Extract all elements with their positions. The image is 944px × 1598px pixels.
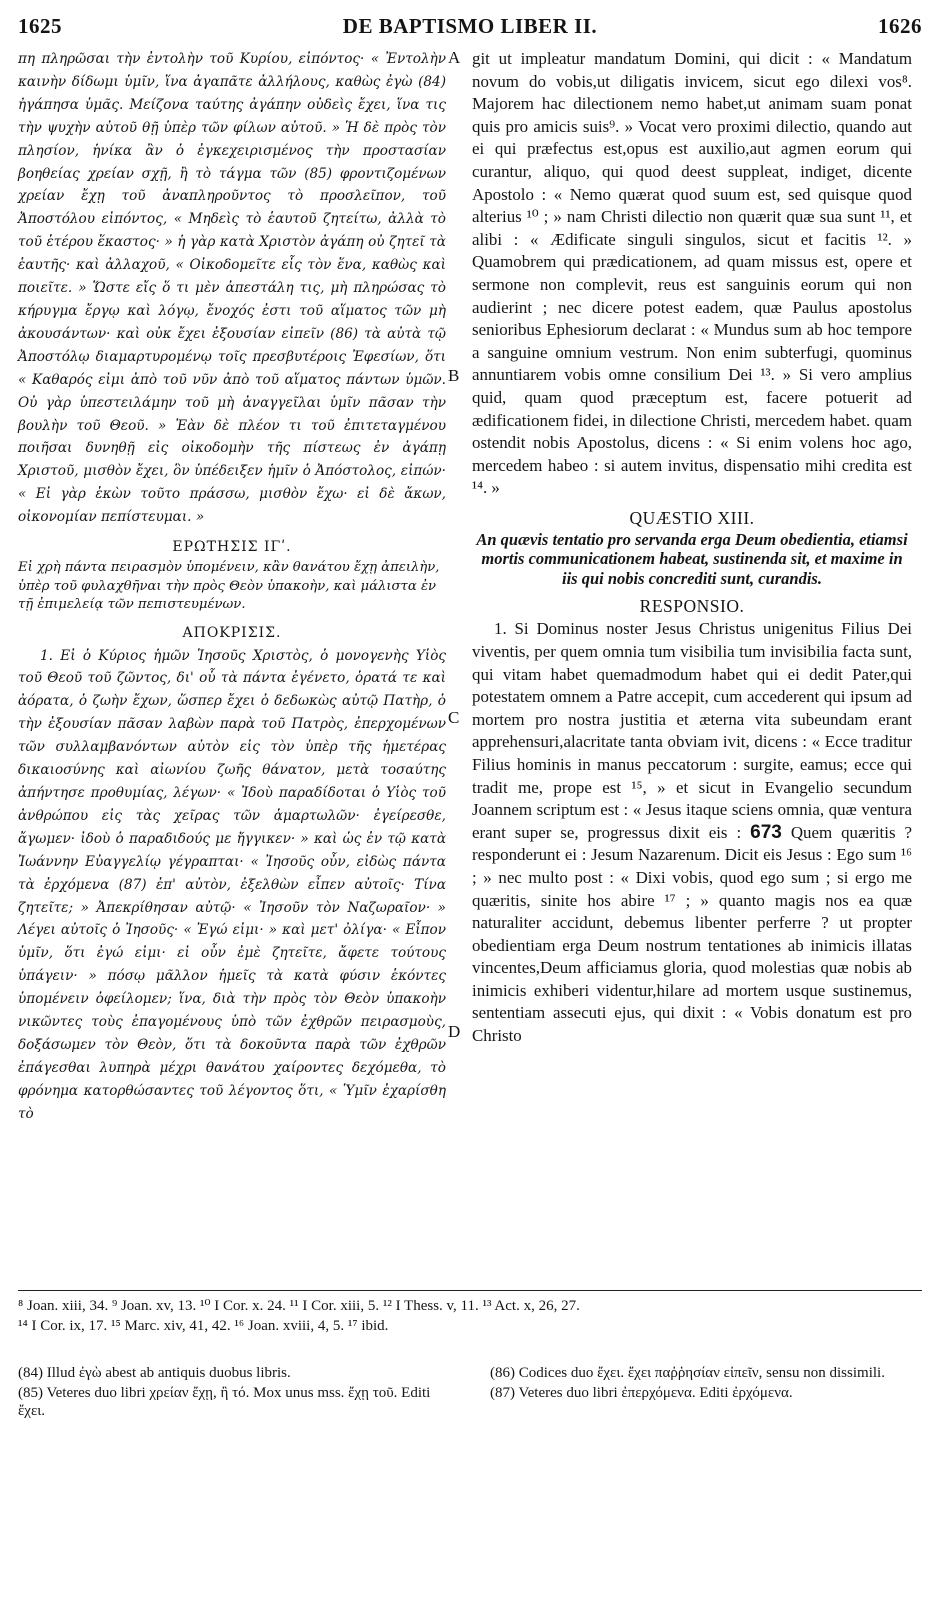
latin-column <box>472 48 912 1048</box>
latin-question-text: An quævis tentatio pro servanda erga Deum obedientia, etiamsi mortis communicationem habeat, sustinenda sit, et maxime in iis qui nobis concrediti sunt, curandis. <box>476 529 908 588</box>
greek-column <box>18 48 446 1126</box>
greek-question-heading: ΕΡΩΤΗΣΙΣ ΙΓʹ. <box>172 539 292 556</box>
note-87: (87) Veteres duo libri ἐπερχόμενα. Editi ἐρχόμενα. <box>490 1384 793 1401</box>
column-number-marker: 673 <box>750 821 782 843</box>
footnote-divider <box>18 1290 922 1291</box>
latin-answer-heading: RESPONSIO. <box>639 596 745 617</box>
margin-letter-c: C <box>448 708 460 727</box>
notes-left <box>18 1364 454 1422</box>
reference-line-1: ⁸ Joan. xiii, 34. ⁹ Joan. xv, 13. ¹⁰ I Cor. x. 24. ¹¹ I Cor. xiii, 5. ¹² I Thess. v, 11. ¹³ Act. x, 26, 27. <box>18 1298 580 1314</box>
reference-line-2: ¹⁴ I Cor. ix, 17. ¹⁵ Marc. xiv, 41, 42. ¹⁶ Joan. xviii, 4, 5. ¹⁷ ibid. <box>18 1318 389 1334</box>
latin-paragraph-2-part-b: Quem quæritis ? responderunt ei : Jesum Nazarenum. Dicit eis Jesus : Ego sum ¹⁶ ; » nec multo post : « Dixi vobis, quod ego sum ; si ergo me quæritis, sinite hos abire ¹⁷ ; » quanto magis nos ea quæ naturaliter accidunt, debemus libenter perferre ? ut propter obedientiam erga Deum nostrum tentationes ab inimicis illatas vincentes,Deum afficiamus gloria, quod molestias quæ nobis ab inimicis exhiberi videntur,hilare ad mortem usque sustinemus, sententiam assecuti ejus, qui dixit : « Vobis donatum est pro Christo <box>472 822 912 1046</box>
margin-letter-d: D <box>448 1022 461 1041</box>
note-86: (86) Codices duo ἔχει. ἔχει παῤῥησίαν εἰπεῖν, sensu non dissimili. <box>490 1365 885 1381</box>
latin-question-heading: QUÆSTIO XIII. <box>629 507 755 528</box>
note-84: (84) Illud ἐγὼ abest ab antiquis duobus libris. <box>18 1365 291 1381</box>
greek-answer-heading: ΑΠΟΚΡΙΣΙΣ. <box>182 624 282 641</box>
greek-question-text: Εἰ χρὴ πάντα πειρασμὸν ὑπομένειν, κἂν θανάτου ἔχῃ ἀπειλὴν, ὑπὲρ τοῦ φυλαχθῆναι τὴν πρὸς Θεὸν ὑπακοὴν, καὶ μάλιστα ἐν τῇ ἐπιμελείᾳ τῶν πεπιστευμένων. <box>18 560 440 613</box>
latin-paragraph-2-part-a: 1. Si Dominus noster Jesus Christus unigenitus Filius Dei viventis, per quem omnia tum visibilia tum invisibilia facta sunt, qui vitam habet quemadmodum habet qui ei dedit Pater,qui potestatem omnem a Patre accepit, cum accederent qui ipsum ad mortem pro nostra justitia et æterna vita subeundam erant apprehensuri,alacritate tanta obviam ivit, dicens : « Ecce traditur Filius hominis in manus peccatorum : surgite, eamus; ecce qui tradit me, prope est ¹⁵, » et sicut in Evangelio secundum Joannem scriptum est : « Jesus itaque sciens omnia, quæ ventura erant super se, progressus dixit eis : <box>472 619 912 842</box>
page-number-left: 1625 <box>18 14 62 38</box>
running-header <box>18 14 922 42</box>
latin-paragraph-1: git ut impleatur mandatum Domini, qui dicit : « Mandatum novum do vobis,ut diligatis invicem, sicut ego dilexi vos⁸. Majorem hac dilectionem nemo habet,ut animam suam ponat quis pro amicis suis⁹. » Vocat vero proximi dilectio, quando aut ei qui præfectus est,opus est auxilio,aut agmen eorum qui curantur, aliquo, qui quod deest suppleat, indiget, dicente Apostolo : « Nemo quærat quod suum est, sed quisque quod alterius ¹⁰ ; » nam Christi dilectio non quærit quæ sua sunt ¹¹, et alibi : « Ædificate singuli singulos, sicut et facitis ¹². » Quamobrem qui prædicationem, ad quam missus est, opere et sermone non complevit, reus est sanguinis eorum qui non audierint ; nec dicere potest eadem, quæ Paulus apostolus senioribus Ephesiorum declarat : « Mundus sum ab hoc tempore a sanguine omnium vestrum. Non enim subterfugi, quominus annuntiarem vobis omne consilium Dei ¹³. » Si vero amplius quid, quam quod præceptum est, facere potuerit ad ædificationem fidei, in dilectione Christi, mercedem habet. quam ostendit nobis Apostolus, dicens : « Si enim volens hoc ago, mercedem habeo : si autem invitus, dispensatio mihi credita est ¹⁴. » <box>472 49 912 498</box>
page-number-right: 1626 <box>878 14 922 38</box>
margin-letter-b: B <box>448 366 460 385</box>
running-title: DE BAPTISMO LIBER II. <box>342 14 598 38</box>
notes-right <box>490 1364 930 1403</box>
scripture-references <box>18 1296 928 1336</box>
greek-paragraph-2: 1. Εἰ ὁ Κύριος ἡμῶν Ἰησοῦς Χριστὸς, ὁ μονογενὴς Υἱὸς τοῦ Θεοῦ τοῦ ζῶντος, δι' οὗ τὰ πάντα ἐγένετο, ὁρατά τε καὶ ἀόρατα, ὁ ζωὴν ἔχων, ὥσπερ ἔχει ὁ δεδωκὼς αὐτῷ Πατὴρ, ὁ τὴν ἐξουσίαν πᾶσαν λαβὼν παρὰ τοῦ Πατρὸς, ἐπερχομένων τῶν συλλαμβανόντων αὐτὸν εἰς τὸν ὑπὲρ τῆς ἡμετέρας δικαιοσύνης καὶ αἰωνίου ζωῆς θάνατον, μετὰ τοσαύτης ἀπήντησε προθυμίας, λέγων· « Ἰδοὺ παραδίδοται ὁ Υἱὸς τοῦ ἀνθρώπου εἰς τὰς χεῖρας τῶν ἁμαρτωλῶν· ἐγείρεσθε, ἄγωμεν· ἰδοὺ ὁ παραδιδούς με ἤγγικεν· » καὶ ὡς ἐν τῷ κατὰ Ἰωάννην Εὐαγγελίῳ γέγραπται· « Ἰησοῦς οὖν, εἰδὼς πάντα τὰ ἐρχόμενα (87) ἐπ' αὐτὸν, ἐξελθὼν εἶπεν αὐτοῖς· Τίνα ζητεῖτε; » Ἀπεκρίθησαν αὐτῷ· « Ἰησοῦν τὸν Ναζωραῖον· » Λέγει αὐτοῖς ὁ Ἰησοῦς· « Ἐγώ εἰμι· » καὶ μετ' ὀλίγα· « Εἶπον ὑμῖν, ὅτι ἐγώ εἰμι· εἰ οὖν ἐμὲ ζητεῖτε, ἄφετε τούτους ὑπάγειν· » πόσῳ μᾶλλον ἡμεῖς τὰ κατὰ φύσιν ἑκόντες ὑπομένειν ὀφείλομεν; ἵνα, διὰ τὴν πρὸς τὸν Θεὸν ὑπακοὴν νικῶντες τοὺς ἐπαγομένους ὑπὸ τῶν ἐχθρῶν πειρασμοὺς, δοξάσωμεν τὸν Θεὸν, ὅτι τὰ δοκοῦντα παρὰ τῶν ἐχθρῶν ἐπάγεσθαι λυπηρὰ μέχρι θανάτου χαίροντες δεχόμεθα, τὸ φρόνημα κατορθώσαντες τοῦ λέγοντος ὅτι, « Ὑμῖν ἐχαρίσθη τὸ <box>18 647 446 1122</box>
greek-paragraph-1: πη πληρῶσαι τὴν ἐντολὴν τοῦ Κυρίου, εἰπόντος· « Ἐντολὴν καινὴν δίδωμι ὑμῖν, ἵνα ἀγαπᾶτε ἀλλήλους, καθὼς ἐγὼ (84) ἠγάπησα ὑμᾶς. Μείζονα ταύτης ἀγάπην οὐδεὶς ἔχει, ἵνα τις τὴν ψυχὴν αὐτοῦ θῇ ὑπὲρ τῶν φίλων αὐτοῦ. » Ἡ δὲ πρὸς τὸν πλησίον, ἡνίκα ἂν ὁ ἐγκεχειρισμένος τὴν προστασίαν βοηθείας χρείαν σχῇ, ἢ τὸ τάγμα τῶν (85) φροντιζομένων χρείαν ἔχῃ τοῦ ἀναπληροῦντος τὸ προσλεῖπον, τοῦ Ἀποστόλου εἰπόντος, « Μηδεὶς τὸ ἑαυτοῦ ζητείτω, ἀλλὰ τὸ τοῦ ἑτέρου ἕκαστος· » ἡ γὰρ κατὰ Χριστὸν ἀγάπη οὐ ζητεῖ τὰ ἑαυτῆς· καὶ ἀλλαχοῦ, « Οἰκοδομεῖτε εἷς τὸν ἕνα, καθὼς καὶ ποιεῖτε. » Ὥστε εἴς ὅ τι μὲν ἀπεστάλη τις, μὴ πληρώσας τὸ κήρυγμα ἔργῳ καὶ λόγῳ, ἔνοχός ἐστι τοῦ αἵματος τῶν μὴ ἀκουσάντων· καὶ οὐκ ἔχει ἐξουσίαν εἰπεῖν (86) τὰ αὐτὰ τῷ Ἀποστόλῳ διαμαρτυρομένῳ τοῖς πρεσβυτέροις Ἐφεσίων, ὅτι « Καθαρός εἰμι ἀπὸ τοῦ νῦν ἀπὸ τοῦ αἵματος πάντων ὑμῶν. Οὐ γὰρ ὑπεστειλάμην τοῦ μὴ ἀναγγεῖλαι ὑμῖν πᾶσαν τὴν βουλὴν τοῦ Θεοῦ. » Ἐὰν δὲ πλέον τι τοῦ ἐπιτεταγμένου ποιῆσαι δυνηθῇ εἰς οἰκοδομὴν τῆς πίστεως ἐν ἀγάπῃ Χριστοῦ, μισθὸν ἔχει, ὃν ὑπέδειξεν ἡμῖν ὁ Ἀπόστολος, εἰπών· « Εἰ γὰρ ἑκὼν τοῦτο πράσσω, μισθὸν ἔχω· εἰ δὲ ἄκων, οἰκονομίαν πεπίστευμαι. » <box>18 51 446 526</box>
note-85: (85) Veteres duo libri χρείαν ἔχῃ, ἢ τό. Mox unus mss. ἔχῃ τοῦ. Editi ἔχει. <box>18 1384 431 1419</box>
latin-paragraph-2 <box>472 618 912 1047</box>
margin-letter-a: A <box>448 48 461 67</box>
